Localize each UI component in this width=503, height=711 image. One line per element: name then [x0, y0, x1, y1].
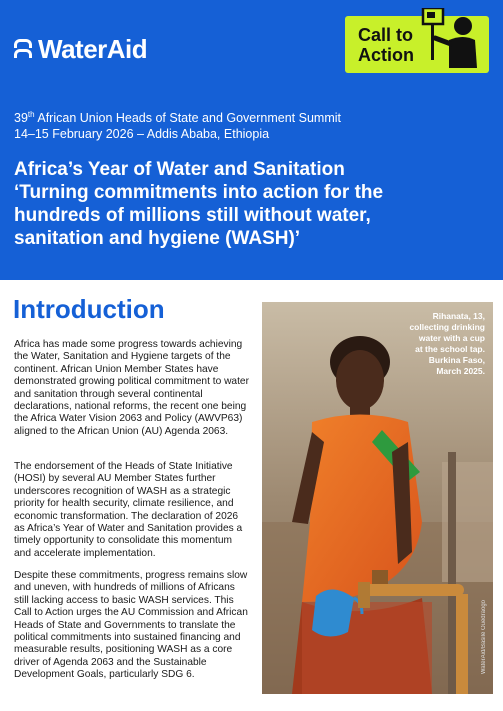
logo-text: WaterAid [38, 34, 148, 64]
intro-paragraph-3: Despite these commitments, progress remains slow and uneven, with hundreds of millions of Africans still lacking access to basic WASH services. This Call to Action urges the AU Commission and African Heads of State and Governments to translate the political commitments into sustained financing and measurable results, positioning WASH as a core driver of Agenda 2063 and the Sustainable Development Goals, particularly SDG 6. [14, 570, 248, 681]
photo-caption: Rihanata, 13, collecting drinking water with a cup at the school tap. Burkina Faso, March 2025. [409, 311, 485, 376]
intro-paragraph-2: The endorsement of the Heads of State Initiative (HOSI) by several AU Member States further underscores recognition of WASH as a strategic priority for health security, climate resilience, and economic transformation. The declaration of 2026 as Africa’s Year of Water and Sanitation provides a timely opportunity to consolidate this momentum and accelerate implementation. [14, 461, 243, 559]
person-with-sign-icon [419, 8, 483, 72]
intro-paragraph-1: Africa has made some progress towards achieving the Water, Sanitation and Hygiene targets of the continent. African Union Member States have demonstrated growing political commitment to water and sanitation through several continental declarations, national reforms, the recent one being the Africa Water Vision 2063 and Policy (AWVP63) aligned to the African Union (AU) Agenda 2063. [14, 339, 249, 437]
summit-info: 39th African Union Heads of State and Government Summit 14–15 February 2026 – Addis Ababa, Ethiopia [14, 110, 341, 142]
wateraid-logo[interactable] [14, 34, 147, 65]
call-to-action-badge [345, 16, 489, 73]
section-heading-introduction: Introduction [13, 294, 165, 324]
header-banner [0, 0, 503, 280]
page-title: Africa’s Year of Water and Sanitation ‘Turning commitments into action for the hundreds of millions still without water, sanitation and hygiene (WASH)’ [14, 159, 384, 249]
photo-credit: WaterAid/Basile Ouedraogo [481, 599, 487, 674]
water-drop-icon [14, 37, 34, 63]
cta-label: Call to Action [358, 25, 414, 65]
photo-girl-at-tap [262, 302, 493, 694]
